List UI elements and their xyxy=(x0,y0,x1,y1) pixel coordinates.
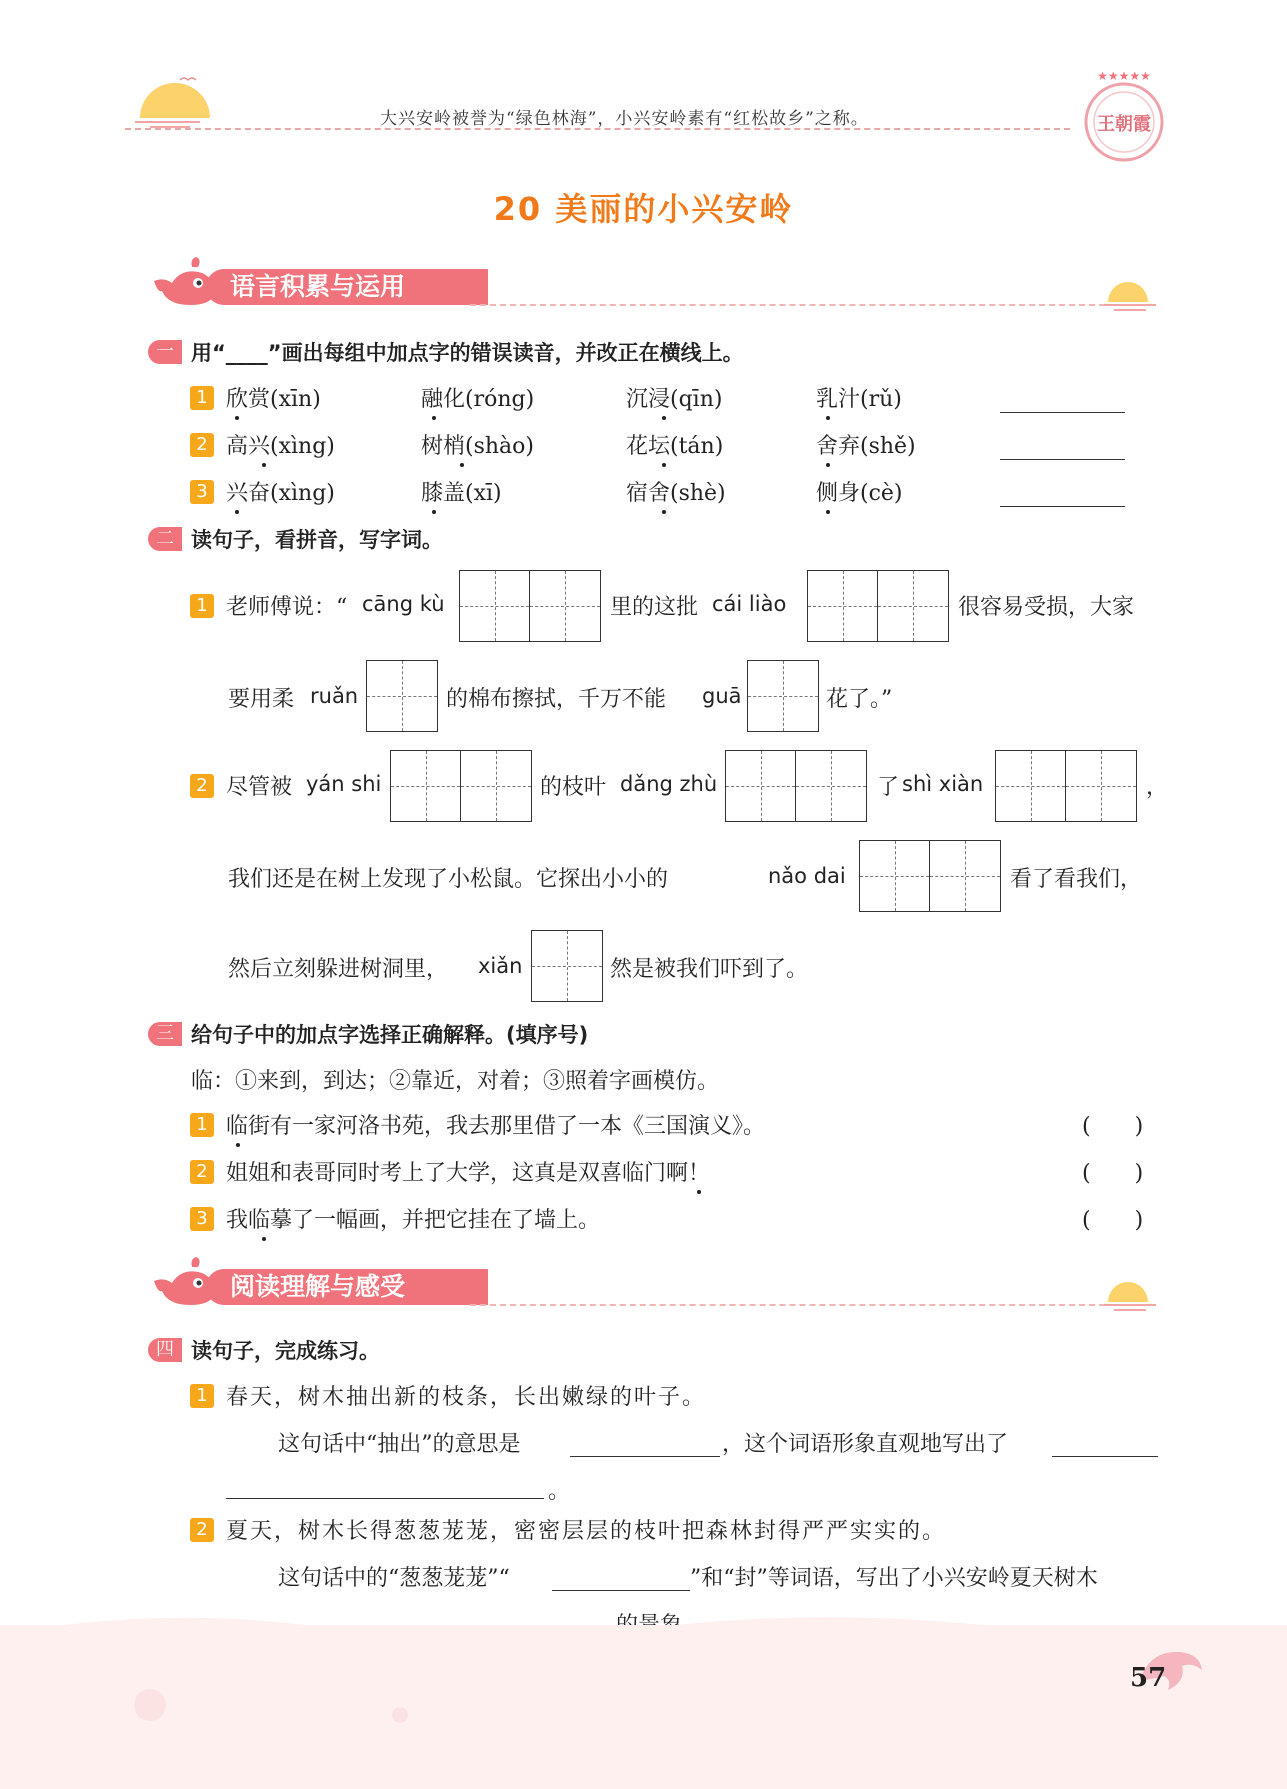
item-number: 1 xyxy=(190,1384,214,1408)
definition-text: 临：①来到，到达；②靠近，对着；③照着字画模仿。 xyxy=(191,1069,720,1094)
sentence-text: 夏天，树木长得葱葱茏茏，密密层层的枝叶把森林封得严严实实的。 xyxy=(226,1519,947,1544)
sentence-text: 老师傅说：“ xyxy=(226,595,348,620)
answer-paren[interactable]: ( ) xyxy=(1082,1114,1144,1139)
writing-grid[interactable] xyxy=(725,750,867,822)
question-prompt-3: 给句子中的加点字选择正确解释。(填序号) xyxy=(191,1023,589,1047)
sun-decoration xyxy=(130,70,220,130)
sentence-text: 春天，树木抽出新的枝条，长出嫩绿的叶子。 xyxy=(226,1385,707,1410)
writing-grid[interactable] xyxy=(366,660,438,732)
word-pinyin: 宿舍(shè) xyxy=(626,481,726,506)
word-pinyin: 侧身(cè) xyxy=(816,481,903,506)
writing-grid[interactable] xyxy=(531,930,603,1002)
sentence-text: 看了看我们， xyxy=(1010,867,1143,892)
writing-grid[interactable] xyxy=(390,750,532,822)
writing-grid[interactable] xyxy=(807,570,949,642)
pinyin-prompt: nǎo dai xyxy=(768,864,846,888)
word-pinyin: 欣赏(xīn) xyxy=(226,387,321,412)
section-banner-1: 语言积累与运用 xyxy=(206,269,488,305)
sentence-text: 要用柔 xyxy=(228,687,295,712)
question-text: 。 xyxy=(548,1479,571,1504)
sentence-text: 姐姐和表哥同时考上了大学，这真是双喜临门啊！ xyxy=(226,1161,711,1186)
section-line-2 xyxy=(470,1304,1155,1306)
pinyin-prompt: dǎng zhù xyxy=(620,772,718,796)
question-mark-4: 四 xyxy=(148,1338,182,1362)
question-mark-3: 三 xyxy=(148,1022,182,1046)
sentence-text: 里的这批 xyxy=(610,595,699,620)
question-text: 这句话中的“葱葱茏茏”“ xyxy=(278,1566,510,1591)
item-number: 2 xyxy=(190,774,214,798)
sentence-text: 然后立刻躲进树洞里， xyxy=(228,957,449,982)
pinyin-prompt: xiǎn xyxy=(478,954,523,978)
question-mark-1: 一 xyxy=(148,340,182,364)
word-pinyin: 膝盖(xī) xyxy=(421,481,502,506)
answer-paren[interactable]: ( ) xyxy=(1082,1161,1144,1186)
answer-blank[interactable] xyxy=(1000,459,1125,460)
word-pinyin: 兴奋(xìng) xyxy=(226,481,335,506)
sentence-text: 尽管被 xyxy=(226,775,293,800)
item-number: 1 xyxy=(190,1113,214,1137)
pinyin-prompt: ruǎn xyxy=(310,684,359,708)
answer-blank[interactable] xyxy=(570,1456,720,1457)
sentence-text: 花了。” xyxy=(826,687,893,712)
row-number: 2 xyxy=(190,433,214,457)
question-text: ”和“封”等词语，写出了小兴安岭夏天树木 xyxy=(690,1566,1098,1591)
word-pinyin: 花坛(tán) xyxy=(626,434,724,459)
logo-text: 王朝霞 xyxy=(1097,114,1151,135)
pinyin-prompt: cái liào xyxy=(712,592,787,616)
word-pinyin: 高兴(xìng) xyxy=(226,434,335,459)
sentence-text: 临街有一家河洛书苑，我去那里借了一本《三国演义》。 xyxy=(226,1114,766,1139)
sun-small-icon xyxy=(1100,1272,1160,1312)
pinyin-prompt: cāng kù xyxy=(362,592,445,616)
pinyin-prompt: yán shi xyxy=(306,772,382,796)
writing-grid[interactable] xyxy=(995,750,1137,822)
answer-paren[interactable]: ( ) xyxy=(1082,1208,1144,1233)
svg-text:★★★★★: ★★★★★ xyxy=(1097,72,1151,83)
sentence-text: 我们还是在树上发现了小松鼠。它探出小小的 xyxy=(228,867,669,892)
sentence-text: 的枝叶 xyxy=(540,775,607,800)
pinyin-prompt: shì xiàn xyxy=(902,772,984,796)
sun-small-icon xyxy=(1100,272,1160,312)
writing-grid[interactable] xyxy=(747,660,819,732)
writing-grid[interactable] xyxy=(859,840,1001,912)
sentence-text: 的棉布擦拭，千万不能 xyxy=(446,687,667,712)
answer-blank[interactable] xyxy=(1052,1456,1158,1457)
sentence-text: ， xyxy=(1146,775,1169,800)
question-prompt-2: 读句子，看拼音，写字词。 xyxy=(191,528,443,552)
pinyin-prompt: guā xyxy=(702,684,742,708)
logo-seal xyxy=(1078,72,1170,164)
word-pinyin: 树梢(shào) xyxy=(421,434,534,459)
header-motto: 大兴安岭被誉为“绿色林海”，小兴安岭素有“红松故乡”之称。 xyxy=(380,109,869,129)
page-title: 20 美丽的小兴安岭 xyxy=(493,190,794,228)
sentence-text: 我临摹了一幅画，并把它挂在了墙上。 xyxy=(226,1208,601,1233)
word-pinyin: 沉浸(qīn) xyxy=(626,387,723,412)
section-line-1 xyxy=(470,304,1155,306)
sentence-text: 了 xyxy=(877,775,900,800)
header-divider xyxy=(125,128,1070,130)
item-number: 2 xyxy=(190,1518,214,1542)
word-pinyin: 舍弃(shě) xyxy=(816,434,916,459)
question-text: ，这个词语形象直观地写出了 xyxy=(722,1432,1009,1457)
answer-blank[interactable] xyxy=(552,1590,690,1591)
footer-background xyxy=(0,1625,1287,1789)
row-number: 3 xyxy=(190,480,214,504)
writing-grid[interactable] xyxy=(459,570,601,642)
question-prompt-4: 读句子，完成练习。 xyxy=(191,1339,380,1363)
answer-blank[interactable] xyxy=(1000,506,1125,507)
sentence-text: 然是被我们吓到了。 xyxy=(610,957,809,982)
page-number: 57 xyxy=(1130,1663,1167,1693)
row-number: 1 xyxy=(190,386,214,410)
answer-blank[interactable] xyxy=(226,1498,544,1499)
item-number: 2 xyxy=(190,1160,214,1184)
question-prompt-1: 用“____”画出每组中加点字的错误读音，并改正在横线上。 xyxy=(191,341,744,365)
item-number: 3 xyxy=(190,1207,214,1231)
section-banner-2: 阅读理解与感受 xyxy=(206,1269,488,1305)
word-pinyin: 乳汁(rǔ) xyxy=(816,387,902,412)
item-number: 1 xyxy=(190,594,214,618)
answer-blank[interactable] xyxy=(1000,412,1125,413)
question-text: 这句话中“抽出”的意思是 xyxy=(278,1432,521,1457)
word-pinyin: 融化(róng) xyxy=(421,387,535,412)
question-mark-2: 二 xyxy=(148,527,182,551)
sentence-text: 很容易受损，大家 xyxy=(958,595,1135,620)
